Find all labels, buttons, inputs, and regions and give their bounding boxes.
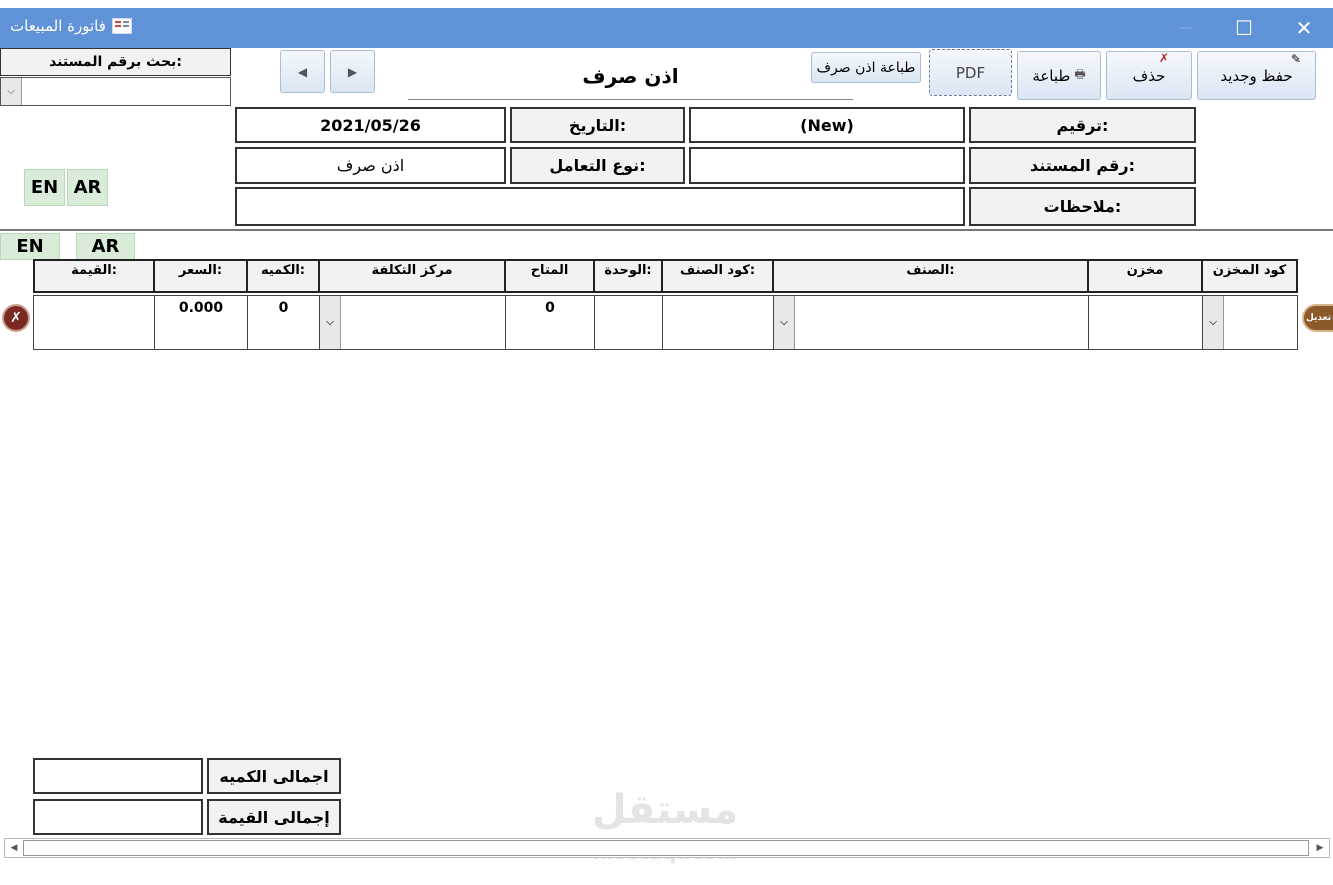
form-title: اذن صرف	[408, 52, 853, 100]
trans-type-field[interactable]: اذن صرف	[235, 147, 506, 184]
delete-row-button[interactable]	[2, 304, 30, 332]
header-price: السعر:	[155, 259, 248, 293]
header-store-code: كود المخزن	[1203, 259, 1298, 293]
date-field[interactable]: 2021/05/26	[235, 107, 506, 143]
total-qty-field	[33, 758, 203, 794]
scroll-thumb[interactable]	[23, 840, 1309, 856]
window-title-group	[10, 17, 132, 35]
scroll-right-icon[interactable]: ▶	[1316, 843, 1324, 853]
search-label: بحث برقم المستند:	[0, 48, 231, 76]
window-titlebar	[0, 8, 1333, 48]
save-icon: ✎	[1290, 52, 1301, 66]
header-store: مخزن	[1089, 259, 1203, 293]
number-field[interactable]: (New)	[689, 107, 965, 143]
left-arrow-icon: ◀	[297, 64, 308, 79]
delete-icon: ✗	[1158, 51, 1169, 65]
grid-lang-ar-button[interactable]: AR	[76, 233, 135, 260]
printer-icon: 🖶	[1074, 67, 1086, 81]
row-item-code[interactable]	[663, 295, 774, 350]
delete-button[interactable]	[1106, 51, 1192, 100]
save-new-button[interactable]	[1197, 51, 1316, 100]
section-divider	[0, 229, 1333, 231]
doc-no-field[interactable]	[689, 147, 965, 184]
chevron-down-icon[interactable]: ⌵	[320, 296, 341, 349]
chevron-down-icon[interactable]: ⌵	[774, 296, 795, 349]
delete-row-icon: ✗	[10, 310, 22, 326]
lang-ar-button[interactable]: AR	[67, 169, 108, 206]
date-label: التاريخ:	[510, 107, 685, 143]
row-value	[33, 295, 155, 350]
total-value-field	[33, 799, 203, 835]
total-qty-label: اجمالى الكميه	[207, 758, 341, 794]
edit-row-button[interactable]: تعديل	[1302, 304, 1333, 332]
trans-type-label: نوع التعامل:	[510, 147, 685, 184]
header-qty: الكميه:	[248, 259, 320, 293]
notes-label: ملاحظات:	[969, 187, 1196, 226]
print-voucher-button[interactable]: طباعة اذن صرف	[811, 52, 921, 83]
close-button[interactable]: ✕	[1295, 16, 1313, 40]
row-store[interactable]	[1089, 295, 1203, 350]
horizontal-scrollbar[interactable]	[4, 838, 1330, 858]
notes-field[interactable]	[235, 187, 965, 226]
form-icon	[112, 18, 132, 34]
chevron-down-icon[interactable]: ⌵	[1203, 296, 1224, 349]
chevron-down-icon[interactable]: ⌵	[1, 78, 22, 105]
header-cost-center: مركز التكلفة	[320, 259, 506, 293]
next-record-button[interactable]	[330, 50, 375, 93]
header-unit: الوحدة:	[595, 259, 663, 293]
lang-en-button[interactable]: EN	[24, 169, 65, 206]
row-store-code-combo[interactable]	[1203, 295, 1298, 350]
save-new-label: حفظ وجديد	[1220, 66, 1293, 85]
right-arrow-icon: ▶	[347, 64, 358, 79]
minimize-button[interactable]: —	[1179, 20, 1193, 36]
total-value-label: إجمالى القيمة	[207, 799, 341, 835]
doc-no-label: رقم المستند:	[969, 147, 1196, 184]
pdf-button[interactable]: PDF	[929, 49, 1012, 96]
search-input[interactable]	[22, 78, 230, 105]
window-title: فاتورة المبيعات	[10, 17, 106, 35]
prev-record-button[interactable]	[280, 50, 325, 93]
row-available: 0	[506, 295, 595, 350]
row-cost-center-combo[interactable]	[320, 295, 506, 350]
search-combo[interactable]	[0, 77, 231, 106]
header-value: القيمة:	[33, 259, 155, 293]
number-label: ترقيم:	[969, 107, 1196, 143]
row-price[interactable]: 0.000	[155, 295, 248, 350]
header-available: المتاح	[506, 259, 595, 293]
print-button[interactable]	[1017, 51, 1101, 100]
row-qty[interactable]: 0	[248, 295, 320, 350]
top-strip	[0, 0, 1333, 8]
scroll-left-icon[interactable]: ◀	[10, 843, 18, 853]
grid-lang-en-button[interactable]: EN	[0, 233, 60, 260]
header-item: الصنف:	[774, 259, 1089, 293]
print-label: طباعة	[1032, 66, 1071, 85]
maximize-button[interactable]: ☐	[1235, 16, 1253, 40]
row-unit[interactable]	[595, 295, 663, 350]
row-item-combo[interactable]	[774, 295, 1089, 350]
delete-label: حذف	[1132, 66, 1166, 85]
header-item-code: كود الصنف:	[663, 259, 774, 293]
watermark-logo: مستقل	[591, 787, 739, 833]
